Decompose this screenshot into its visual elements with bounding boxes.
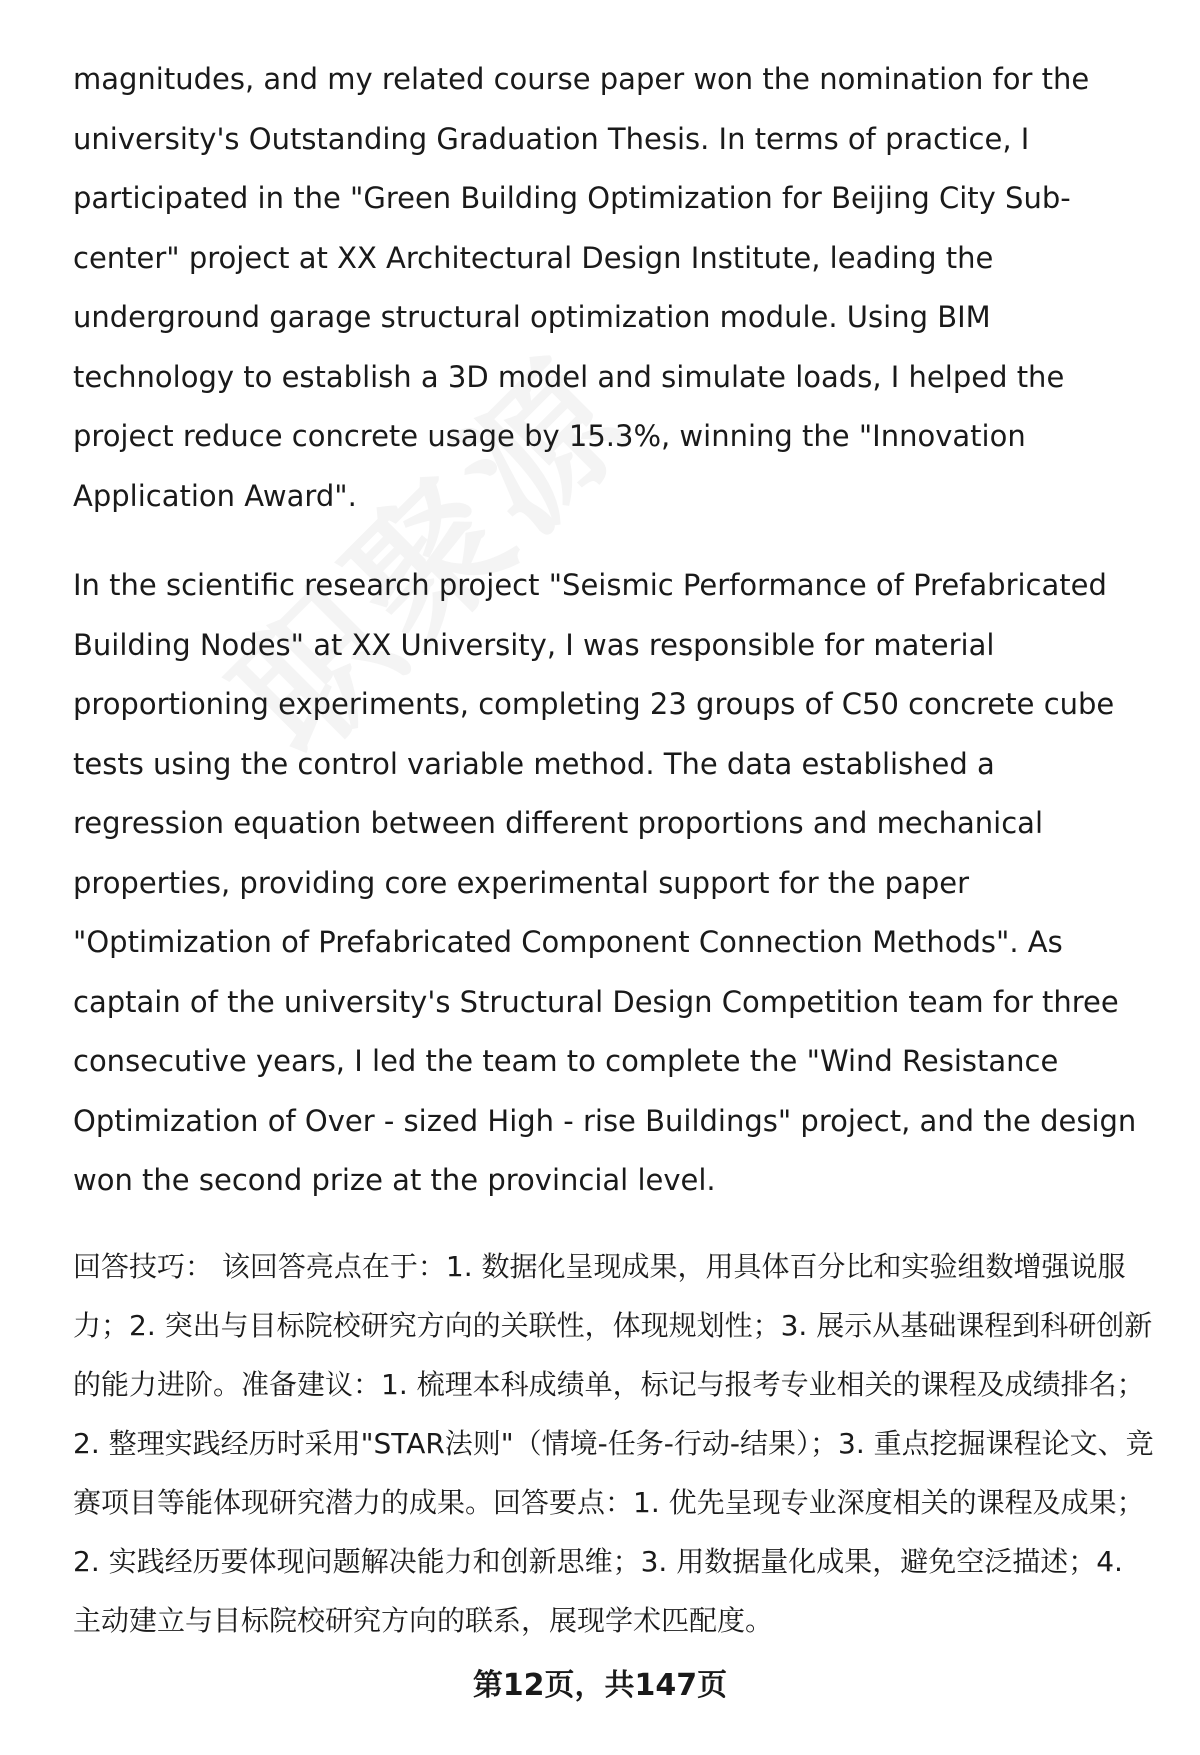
document-body — [73, 50, 1153, 1650]
paragraph-research: In the scientific research project "Seismic Performance of Prefabricated Building Nodes" at XX University, I was responsible for material proportioning experiments, completing 23 groups of C50 concrete cube tests using the control variable method. The data established a regression equation between different proportions and mechanical properties, providing core experimental support for the paper "Optimization of Prefabricated Component Connection Methods". As captain of the university's Structural Design Competition team for three consecutive years, I led the team to complete the "Wind Resistance Optimization of Over - sized High - rise Buildings" project, and the design won the second prize at the provincial level. — [73, 568, 1137, 1197]
paragraph-practice: magnitudes, and my related course paper won the nomination for the university's Outstanding Graduation Thesis. In terms of practice, I participated in the "Green Building Optimization for Beijing City Sub-center" project at XX Architectural Design Institute, leading the underground garage structural optimization module. Using BIM technology to establish a 3D model and simulate loads, I helped the project reduce concrete usage by 15.3%, winning the "Innovation Application Award". — [73, 62, 1090, 513]
answer-tips: 回答技巧： 该回答亮点在于：1. 数据化呈现成果，用具体百分比和实验组数增强说服力；2. 突出与目标院校研究方向的关联性，体现规划性；3. 展示从基础课程到科研创新的能力进阶。准备建议：1. 梳理本科成绩单，标记与报考专业相关的课程及成绩排名；2. 整理实践经历时采用"STAR法则"（情境-任务-行动-结果）；3. 重点挖掘课程论文、竞赛项目等能体现研究潜力的成果。回答要点：1. 优先呈现专业深度相关的课程及成果；2. 实践经历要体现问题解决能力和创新思维；3. 用数据量化成果，避免空泛描述；4. 主动建立与目标院校研究方向的联系，展现学术匹配度。 — [73, 1249, 1154, 1637]
page-number: 第12页，共147页 — [472, 1668, 728, 1703]
